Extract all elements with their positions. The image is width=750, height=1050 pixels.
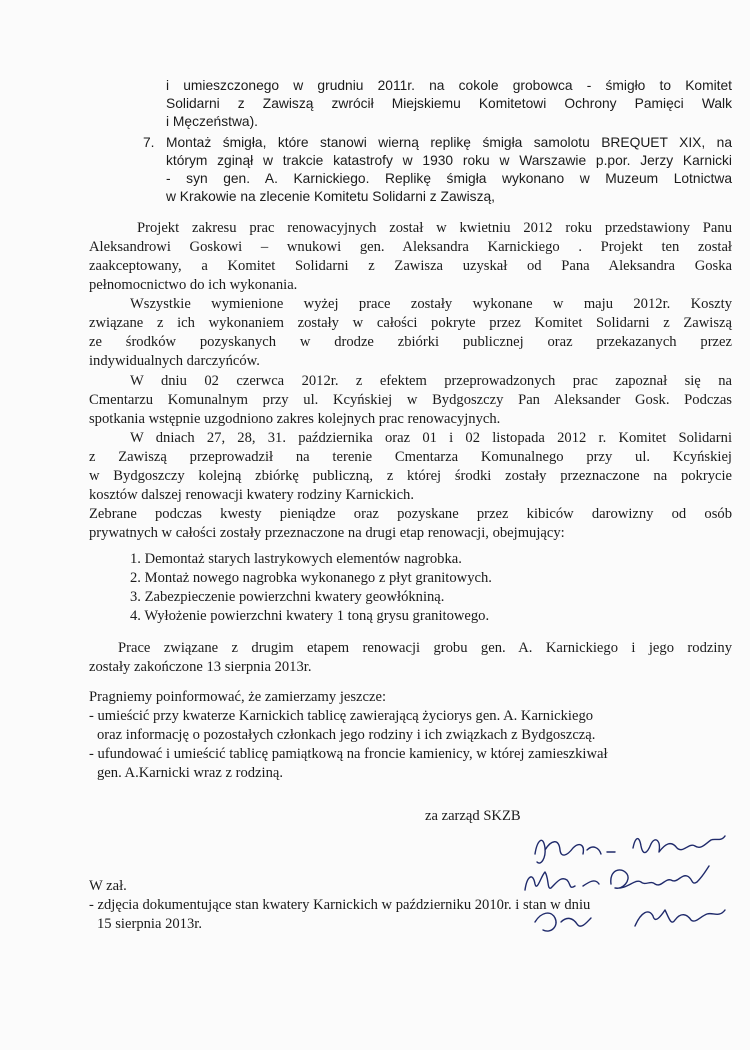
list-item: 1. Demontaż starych lastrykowych elementów nagrobka. <box>130 551 462 567</box>
attachment-line-2: 15 sierpnia 2013r. <box>97 916 202 932</box>
list-item: 2. Montaż nowego nagrobka wykonanego z płyt granitowych. <box>130 570 492 586</box>
p3-line-3: spotkania wstępnie uzgodniono zakres kolejnych prac renowacyjnych. <box>89 411 501 427</box>
p4-line-1: W dniach 27, 28, 31. października oraz 01 i 02 listopada 2012 r. Komitet Solidarni <box>130 430 732 446</box>
item-7-line-3: - syn gen. A. Karnickiego. Replikę śmigła wykonano w Muzeum Lotnictwa <box>166 171 732 186</box>
p4-line-4: kosztów dalszej renowacji kwatery rodziny Karnickich. <box>89 487 414 503</box>
top-line-3: i Męczeństwa). <box>166 114 259 129</box>
item-7-line-1: Montaż śmigła, które stanowi wierną replikę śmigła samolotu BREQUET XIX, na <box>166 135 732 150</box>
p4-line-6: prywatnych w całości zostały przeznaczone na drugi etap renowacji, obejmujący: <box>89 525 565 541</box>
p6-line-2: - umieścić przy kwaterze Karnickich tablicę zawierającą życiorys gen. A. Karnickiego <box>89 708 594 724</box>
p4-line-2: z Zawiszą przeprowadził na terenie Cmentarza Komunalnego przy ul. Kcyńskiej <box>89 449 732 465</box>
p5-line-2: zostały zakończone 13 sierpnia 2013r. <box>89 659 312 675</box>
attachment-line-1: - zdjęcia dokumentujące stan kwatery Karnickich w październiku 2010r. i stan w dniu <box>89 897 591 913</box>
p6-line-4: - ufundować i umieścić tablicę pamiątkową na froncie kamienicy, w której zamieszkiwał <box>89 746 608 762</box>
p1-line-2: Aleksandrowi Goskowi – wnukowi gen. Aleksandra Karnickiego . Projekt ten został <box>89 239 732 255</box>
handwritten-signatures <box>515 826 740 941</box>
p2-line-2: związane z ich wykonaniem zostały w całości pokryte przez Komitet Solidarni z Zawiszą <box>89 315 732 331</box>
p1-line-4: pełnomocnictwo do ich wykonania. <box>89 277 298 293</box>
p6-line-5: gen. A.Karnicki wraz z rodziną. <box>97 765 283 781</box>
attachment-heading: W zał. <box>89 878 127 894</box>
list-item: 3. Zabezpieczenie powierzchni kwatery geowłókniną. <box>130 589 445 605</box>
p4-line-5: Zebrane podczas kwesty pieniądze oraz pozyskane przez kibiców darowizny od osób <box>89 506 732 522</box>
p2-line-4: indywidualnych darczyńców. <box>89 353 260 369</box>
p1-line-3: zaakceptowany, a Komitet Solidarni z Zawisza uzyskał od Pana Aleksandra Goska <box>89 258 732 274</box>
closing-signature-line: za zarząd SKZB <box>425 808 521 824</box>
p2-line-3: ze środków pozyskanych w drodze zbiórki publicznej oraz przekazanych przez <box>89 334 732 350</box>
p2-line-1: Wszystkie wymienione wyżej prace zostały wykonane w maju 2012r. Koszty <box>130 296 732 312</box>
p6-line-3: oraz informację o pozostałych członkach jego rodziny i ich związkach z Bydgoszczą. <box>97 727 596 743</box>
top-line-1: i umieszczonego w grudniu 2011r. na cokole grobowca - śmigło to Komitet <box>166 78 732 93</box>
p6-line-1: Pragniemy poinformować, że zamierzamy jeszcze: <box>89 689 387 705</box>
item-7-line-2: którym zginął w trakcie katastrofy w 1930 roku w Warszawie p.por. Jerzy Karnicki <box>166 153 732 168</box>
p1-line-1: Projekt zakresu prac renowacyjnych został w kwietniu 2012 roku przedstawiony Panu <box>137 220 732 236</box>
top-line-2: Solidarni z Zawiszą zwrócił Miejskiemu Komitetowi Ochrony Pamięci Walk <box>166 96 732 111</box>
p3-line-2: Cmentarzu Komunalnym przy ul. Kcyńskiej w Bydgoszczy Pan Aleksander Gosk. Podczas <box>89 392 732 408</box>
p5-line-1: Prace związane z drugim etapem renowacji grobu gen. A. Karnickiego i jego rodziny <box>118 640 732 656</box>
item-7-number: 7. <box>143 135 155 150</box>
p4-line-3: w Bydgoszczy kolejną zbiórkę publiczną, z której środki zostały przeznaczone na pokrycie <box>89 468 732 484</box>
list-item: 4. Wyłożenie powierzchni kwatery 1 toną grysu granitowego. <box>130 608 490 624</box>
p3-line-1: W dniu 02 czerwca 2012r. z efektem przeprowadzonych prac zapoznał się na <box>130 373 732 389</box>
item-7-line-4: w Krakowie na zlecenie Komitetu Solidarni z Zawiszą, <box>166 189 495 204</box>
